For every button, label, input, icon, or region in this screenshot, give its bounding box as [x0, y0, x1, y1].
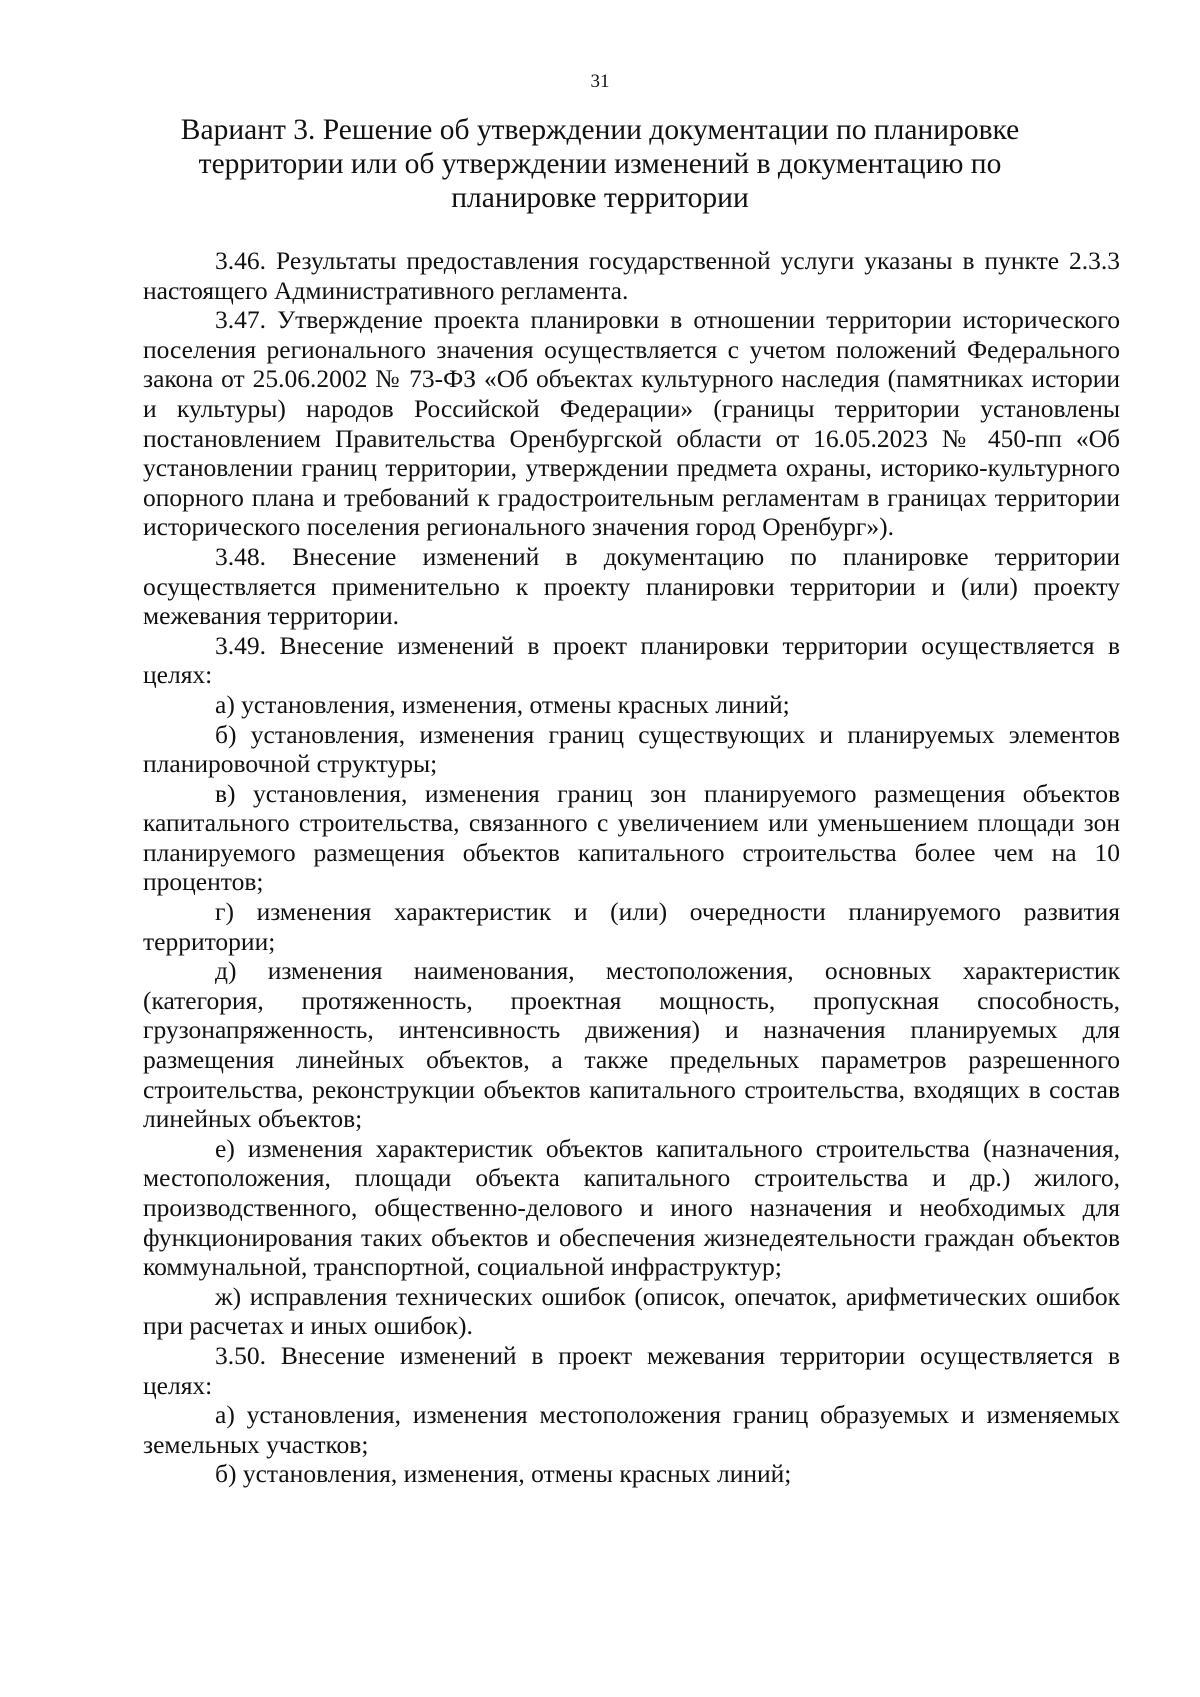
list-item-b: б) установления, изменения границ существующих и планируемых элементов планировочной структуры;: [143, 719, 1120, 779]
paragraph-3-46: 3.46. Результаты предоставления государственной услуги указаны в пункте 2.3.3 настоящего Административного регламента.: [143, 246, 1120, 305]
list-item-a-2: а) установления, изменения местоположения границ образуемых и изменяемых земельных участков;: [143, 1400, 1120, 1459]
list-item-v: в) установления, изменения границ зон планируемого размещения объектов капитального строительства, связанного с увеличением или уменьшением площади зон планируемого размещения объектов капитального строительства более чем на 10 процентов;: [143, 778, 1120, 897]
list-item-zh: ж) исправления технических ошибок (описок, опечаток, арифметических ошибок при расчетах и иных ошибок).: [143, 1281, 1120, 1341]
paragraph-3-49: 3.49. Внесение изменений в проект планировки территории осуществляется в целях:: [143, 630, 1120, 690]
paragraph-3-48: 3.48. Внесение изменений в документацию по планировке территории осуществляется применительно к проекту планировки территории и (или) проекту межевания территории.: [143, 541, 1120, 631]
document-body: [143, 246, 1120, 1489]
list-item-b-2: б) установления, изменения, отмены красных линий;: [215, 1459, 792, 1489]
list-item-d: д) изменения наименования, местоположения, основных характеристик (категория, протяженность, проектная мощность, пропускная способность, грузонапряженность, интенсивность движения) и назначения планируемых для размещения линейных объектов, а также предельных параметров разрешенного строительства, реконструкции объектов капитального строительства, входящих в состав линейных объектов;: [143, 956, 1120, 1134]
paragraph-3-50: 3.50. Внесение изменений в проект межевания территории осуществляется в целях:: [143, 1340, 1120, 1400]
list-item-e: е) изменения характеристик объектов капитального строительства (назначения, местоположения, площади объекта капитального строительства и др.) жилого, производственного, общественно-делового и иного назначения и необходимых для функционирования таких объектов и обеспечения жизнедеятельности граждан объектов коммунальной, транспортной, социальной инфраструктур;: [143, 1133, 1120, 1282]
list-item-a: а) установления, изменения, отмены красных линий;: [215, 689, 790, 719]
list-item-g: г) изменения характеристик и (или) очередности планируемого развития территории;: [143, 897, 1120, 956]
section-title: Вариант 3. Решение об утверждении документации по планировке территории или об утверждении изменений в документацию по планировке территории: [180, 114, 1020, 214]
paragraph-3-47: 3.47. Утверждение проекта планировки в отношении территории исторического поселения регионального значения осуществляется с учетом положений Федерального закона от 25.06.2002 № 73-ФЗ «Об объектах культурного наследия (памятниках истории и культуры) народов Российской Федерации» (границы территории установлены постановлением Правительства Оренбургской области от 16.05.2023 № 450-пп «Об установлении границ территории, утверждении предмета охраны, историко-культурного опорного плана и требований к градостроительным регламентам в границах территории исторического поселения регионального значения город Оренбург»).: [143, 305, 1120, 542]
page-number: 31: [590, 71, 610, 92]
